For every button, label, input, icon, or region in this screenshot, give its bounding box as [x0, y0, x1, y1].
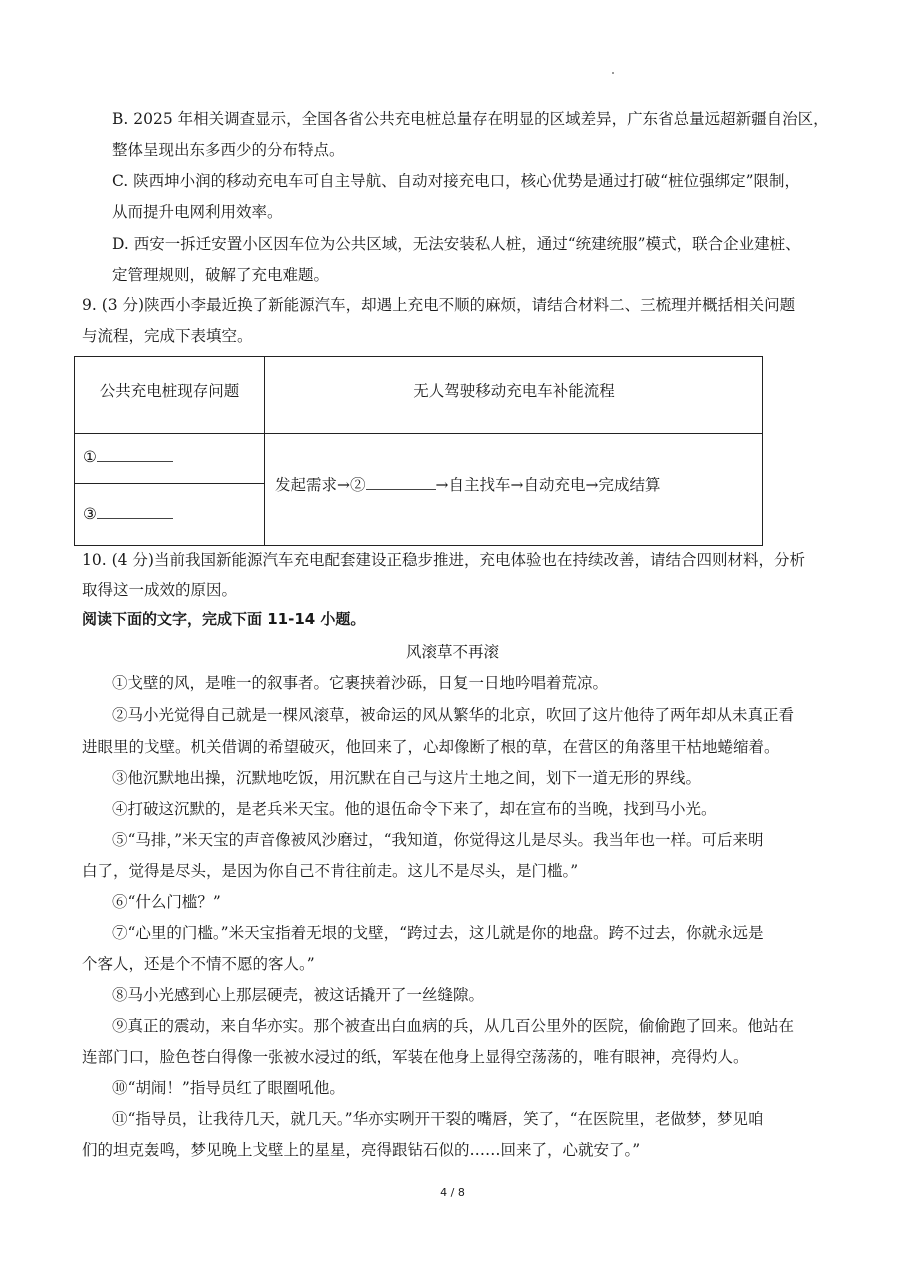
table-divider-header — [75, 433, 762, 434]
story-paragraph-7-line-2: 个客人，还是个不情不愿的客人。” — [82, 955, 315, 973]
story-title: 风滚草不再滚 — [405, 643, 499, 661]
blank-1-line[interactable] — [97, 447, 173, 462]
option-c-line-2: 从而提升电网利用效率。 — [112, 203, 283, 221]
story-paragraph-6: ⑥“什么门槛？” — [112, 893, 221, 911]
story-paragraph-5-line-1: ⑤“马排，”米天宝的声音像被风沙磨过，“我知道，你觉得这儿是尽头。我当年也一样。可后来明 — [112, 831, 764, 849]
question-10-line-1: 10. (4 分)当前我国新能源汽车充电配套建设正稳步推进，充电体验也在持续改善，请结合四则材料，分析 — [82, 551, 805, 569]
flow-end: →自主找车→自动充电→完成结算 — [435, 476, 661, 494]
table-blank-1[interactable] — [83, 446, 173, 468]
story-paragraph-4: ④打破这沉默的，是老兵米天宝。他的退伍命令下来了，却在宣布的当晚，找到马小光。 — [112, 800, 717, 818]
story-paragraph-2-line-2: 进眼里的戈壁。机关借调的希望破灭，他回来了，心却像断了根的草，在营区的角落里干枯地蜷缩着。 — [82, 738, 780, 756]
scan-speck — [612, 72, 614, 74]
option-d-line-1: D. 西安一拆迁安置小区因车位为公共区域，无法安装私人桩，通过“统建统服”模式，联合企业建桩、 — [112, 235, 801, 253]
story-paragraph-9-line-1: ⑨真正的震动，来自华亦实。那个被查出白血病的兵，从几百公里外的医院，偷偷跑了回来。他站在 — [112, 1017, 795, 1035]
reading-instruction: 阅读下面的文字，完成下面 11-14 小题。 — [82, 610, 366, 628]
blank-1-label: ① — [83, 448, 97, 466]
blank-3-label: ③ — [83, 505, 97, 523]
blank-2-line[interactable] — [366, 475, 436, 490]
story-paragraph-5-line-2: 白了，觉得是尽头，是因为你自己不肯往前走。这儿不是尽头，是门槛。” — [82, 862, 579, 880]
table-flow — [275, 474, 660, 496]
option-b-line-2: 整体呈现出东多西少的分布特点。 — [112, 141, 345, 159]
story-paragraph-11-line-2: 们的坦克轰鸣，梦见晚上戈壁上的星星，亮得跟钻石似的……回来了，心就安了。” — [82, 1141, 641, 1159]
option-b-line-1: B. 2025 年相关调查显示，全国各省公共充电桩总量存在明显的区域差异，广东省总量远超新疆自治区， — [112, 110, 829, 128]
story-paragraph-3: ③他沉默地出操，沉默地吃饭，用沉默在自己与这片土地之间，划下一道无形的界线。 — [112, 769, 702, 787]
story-paragraph-1: ①戈壁的风，是唯一的叙事者。它裹挟着沙砾，日复一日地吟唱着荒凉。 — [112, 674, 609, 692]
table-header-left: 公共充电桩现存问题 — [99, 382, 240, 400]
table-header-right: 无人驾驶移动充电车补能流程 — [413, 382, 615, 400]
answer-table — [74, 356, 763, 546]
question-9-line-1: 9. (3 分)陕西小李最近换了新能源汽车，却遇上充电不顺的麻烦，请结合材料二、三梳理并概括相关问题 — [82, 296, 796, 314]
table-divider-left — [75, 483, 264, 484]
story-paragraph-10: ⑩“胡闹！”指导员红了眼圈吼他。 — [112, 1079, 345, 1097]
story-paragraph-11-line-1: ⑪“指导员，让我待几天，就几天。”华亦实咧开干裂的嘴唇，笑了，“在医院里，老做梦，梦见咱 — [112, 1110, 764, 1128]
flow-start: 发起需求→② — [275, 476, 366, 494]
story-paragraph-8: ⑧马小光感到心上那层硬壳，被这话撬开了一丝缝隙。 — [112, 986, 485, 1004]
option-c-line-1: C. 陕西坤小润的移动充电车可自主导航、自动对接充电口，核心优势是通过打破“桩位强绑定”限制， — [112, 172, 801, 190]
page-number: 4 / 8 — [440, 1186, 465, 1199]
story-paragraph-9-line-2: 连部门口，脸色苍白得像一张被水浸过的纸，军装在他身上显得空荡荡的，唯有眼神，亮得灼人。 — [82, 1048, 749, 1066]
question-10-line-2: 取得这一成效的原因。 — [82, 581, 238, 599]
story-paragraph-2-line-1: ②马小光觉得自己就是一棵风滚草，被命运的风从繁华的北京，吹回了这片他待了两年却从未真正看 — [112, 706, 795, 724]
story-paragraph-7-line-1: ⑦“心里的门槛。”米天宝指着无垠的戈壁，“跨过去，这儿就是你的地盘。跨不过去，你就永远是 — [112, 924, 764, 942]
blank-3-line[interactable] — [97, 504, 173, 519]
question-9-line-2: 与流程，完成下表填空。 — [82, 327, 253, 345]
option-d-line-2: 定管理规则，破解了充电难题。 — [112, 266, 330, 284]
table-blank-3[interactable] — [83, 503, 173, 525]
